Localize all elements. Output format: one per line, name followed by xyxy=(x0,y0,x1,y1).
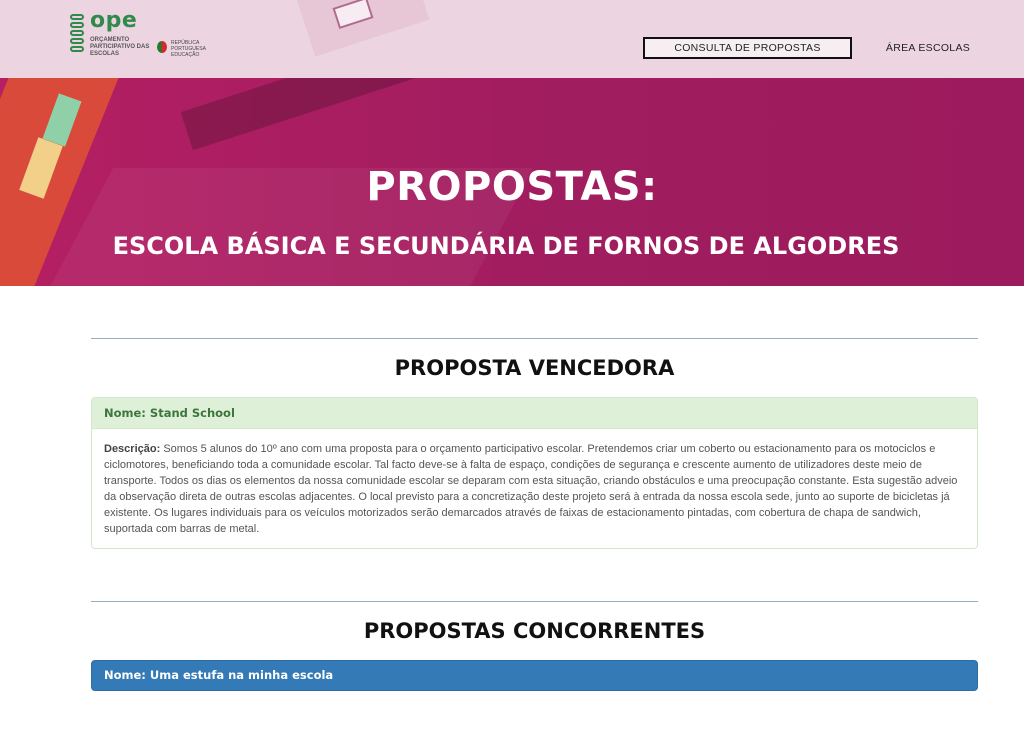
logo-subtitle: ORÇAMENTO PARTICIPATIVO DAS ESCOLAS xyxy=(90,37,150,57)
winner-proposal-panel xyxy=(91,397,978,549)
ope-logo[interactable] xyxy=(70,8,150,64)
winner-proposal-name: Nome: Stand School xyxy=(92,398,977,429)
hero-decoration xyxy=(181,78,460,150)
site-header xyxy=(0,0,1024,78)
gov-logo-text: REPÚBLICA PORTUGUESA EDUCAÇÃO xyxy=(171,40,206,58)
section-divider xyxy=(91,601,978,602)
description-label: Descrição: xyxy=(104,443,161,455)
winner-proposal-body xyxy=(92,429,977,549)
republica-portuguesa-logo xyxy=(157,40,217,60)
winner-section-title: PROPOSTA VENCEDORA xyxy=(394,356,675,380)
hero-banner xyxy=(0,78,1024,286)
competitor-proposal-header[interactable]: Nome: Uma estufa na minha escola xyxy=(91,660,978,691)
flag-icon xyxy=(157,41,167,53)
logo-mark-icon xyxy=(70,12,86,60)
page-title: PROPOSTAS: xyxy=(366,164,658,210)
school-name: ESCOLA BÁSICA E SECUNDÁRIA DE FORNOS DE ALGODRES xyxy=(112,232,900,260)
logo-wordmark: ope xyxy=(90,8,138,33)
competitors-section-title: PROPOSTAS CONCORRENTES xyxy=(363,619,706,643)
nav-consulta-propostas[interactable]: CONSULTA DE PROPOSTAS xyxy=(643,37,852,59)
section-divider xyxy=(91,338,978,339)
winner-proposal-description: Somos 5 alunos do 10º ano com uma proposta para o orçamento participativo escolar. Pretendemos criar um coberto ou estacionamento para os motociclos e ciclomotores, beneficiando toda a comunidade escolar. Tal facto deve-se à falta de espaço, condições de segurança e crescente aumento de utilizadores deste meio de transporte. Todos os dias os elementos da nossa comunidade escolar se deparam com esta situação, criando obstáculos e uma preocupação constante. Esta sugestão adveio da observação direta de outras escolas adjacentes. O local previsto para a concretização deste projeto será à entrada da nossa escola sede, junto ao suporte de bicicletas já existente. Os lugares individuais para os veículos motorizados serão demarcados através de faixas de estacionamento pintadas, com cobertura de chapa de sandwich, suportada com barras de metal. xyxy=(104,443,958,535)
nav-area-escolas[interactable]: ÁREA ESCOLAS xyxy=(885,42,971,54)
